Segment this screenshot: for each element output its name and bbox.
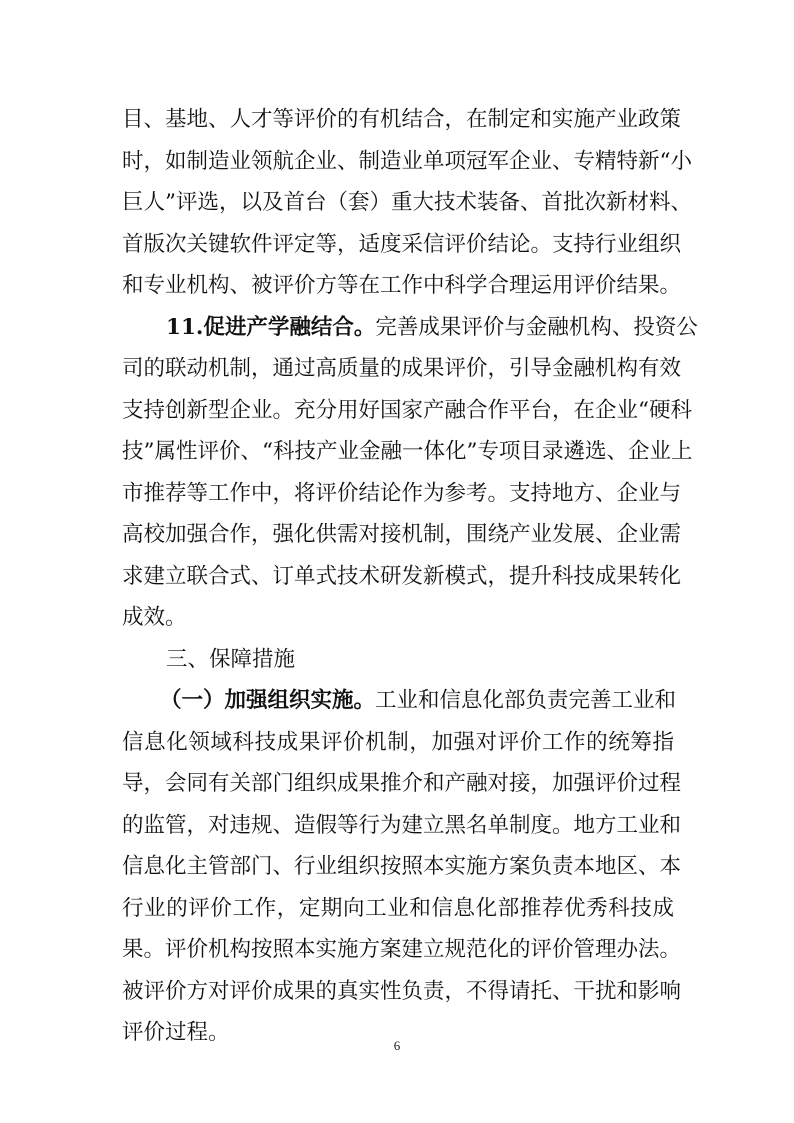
paragraph-11-first-line (166, 313, 698, 343)
text-line: 被评价方对评价成果的真实性负责，不得请托、干扰和影响 (122, 979, 682, 1004)
subsection-first-line (160, 686, 677, 716)
text-line: 信息化主管部门、行业组织按照本实施方案负责本地区、本 (122, 854, 682, 879)
text-line: 目、基地、人才等评价的有机结合，在制定和实施产业政策 (122, 107, 682, 132)
text-run: 工业和信息化部负责完善工业和 (375, 688, 677, 713)
item-11-title: 11.促进产学融结合。 (166, 315, 376, 340)
text-line: 成效。 (122, 605, 187, 630)
text-line: 技”属性评价、“科技产业金融一体化”专项目录遴选、企业上 (122, 439, 693, 464)
text-line: 的监管，对违规、造假等行为建立黑名单制度。地方工业和 (122, 813, 682, 838)
text-line: 求建立联合式、订单式技术研发新模式，提升科技成果转化 (122, 564, 682, 589)
text-line: 首版次关键软件评定等，适度采信评价结论。支持行业组织 (122, 232, 682, 257)
text-line: 果。评价机构按照本实施方案建立规范化的评价管理办法。 (122, 937, 682, 962)
text-line: 评价过程。 (122, 1020, 230, 1045)
section-heading: 三、保障措施 (166, 647, 296, 672)
text-line: 司的联动机制，通过高质量的成果评价，引导金融机构有效 (122, 356, 682, 381)
subsection-title: （一）加强组织实施。 (160, 688, 376, 713)
text-line: 信息化领域科技成果评价机制，加强对评价工作的统筹指 (122, 730, 674, 755)
page-number: 6 (393, 1038, 401, 1053)
text-run: 完善成果评价与金融机构、投资公 (375, 315, 698, 340)
text-line: 时，如制造业领航企业、制造业单项冠军企业、专精特新“小 (122, 149, 692, 174)
text-line: 支持创新型企业。充分用好国家产融合作平台，在企业“硬科 (122, 398, 692, 423)
text-line: 和专业机构、被评价方等在工作中科学合理运用评价结果。 (122, 273, 682, 298)
text-line: 巨人”评选，以及首台（套）重大技术装备、首批次新材料、 (122, 190, 692, 215)
text-line: 市推荐等工作中，将评价结论作为参考。支持地方、企业与 (122, 481, 682, 506)
text-line: 导，会同有关部门组织成果推介和产融对接，加强评价过程 (122, 771, 682, 796)
text-line: 行业的评价工作，定期向工业和信息化部推荐优秀科技成 (122, 896, 674, 921)
text-line: 高校加强合作，强化供需对接机制，围绕产业发展、企业需 (122, 522, 682, 547)
